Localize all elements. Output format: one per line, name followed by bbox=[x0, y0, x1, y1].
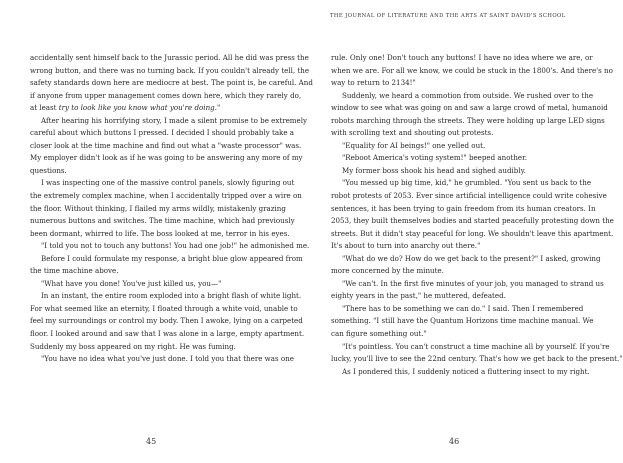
text-line: "You have no idea what you've just done. I told you that there was one bbox=[41, 354, 294, 364]
text-line: For what seemed like an eternity, I floated through a white void, unable to bbox=[30, 303, 298, 313]
text-line: questions. bbox=[30, 165, 67, 175]
text-line: lucky, you'll live to see the 22nd century. That's how we get back to the present." bbox=[331, 354, 623, 364]
text-line: "We can't. In the first five minutes of your job, you managed to strand us bbox=[342, 278, 604, 288]
text-line: After hearing his horrifying story, I made a silent promise to be extremely bbox=[41, 115, 307, 125]
text-line: more concerned by the minute. bbox=[331, 266, 444, 276]
text-line: "It's pointless. You can't construct a time machine all by yourself. If you're bbox=[342, 341, 610, 351]
text-line: My employer didn't look as if he was going to be answering any more of my bbox=[30, 153, 303, 163]
left-page-number: 45 bbox=[146, 437, 157, 446]
text-line: robot protests of 2053. Ever since artificial intelligence could write cohesive bbox=[331, 191, 607, 201]
text-line: something. "I still have the Quantum Horizons time machine manual. We bbox=[331, 316, 594, 326]
text-line: It's about to turn into anarchy out there." bbox=[331, 241, 481, 251]
text-line: window to see what was going on and saw a large crowd of metal, humanoid bbox=[331, 103, 608, 113]
text-line: careful about which buttons I pressed. I decided I should probably take a bbox=[30, 128, 295, 138]
text-line: the extremely complex machine, when I accidentally tripped over a wire on bbox=[30, 191, 302, 201]
text-line: been dormant, whirred to life. The boss looked at me, terror in his eyes. bbox=[30, 228, 290, 238]
text-line: the time machine above. bbox=[30, 266, 119, 276]
text-line: at least try to look like you know what you're doing." bbox=[30, 103, 221, 113]
text-line: As I pondered this, I suddenly noticed a fluttering insect to my right. bbox=[342, 366, 590, 376]
right-page-number: 46 bbox=[449, 437, 460, 446]
text-line: safety standards down here are mediocre at best. The point is, be careful. And bbox=[30, 78, 313, 88]
text-line: robots marching through the streets. They were holding up large LED signs bbox=[331, 115, 605, 125]
text-line: In an instant, the entire room exploded into a bright flash of white light. bbox=[41, 291, 302, 301]
text-line: if anyone from upper management comes down here, which they rarely do, bbox=[30, 90, 302, 100]
text-line: wrong button, and there was no turning back. If you couldn't already tell, the bbox=[30, 65, 310, 75]
text-line: when we are. For all we know, we could be stuck in the 1800's. And there's no bbox=[331, 65, 613, 75]
text-line: "There has to be something we can do." I said. Then I remembered bbox=[342, 303, 584, 313]
text-line: feel my surroundings or control my body. Then I awoke, lying on a carpeted bbox=[30, 316, 303, 326]
text-line: Suddenly my boss appeared on my right. He was fuming. bbox=[30, 341, 236, 351]
text-line: 2053, they built themselves bodies and started peacefully protesting down the bbox=[331, 216, 614, 226]
right-page-text bbox=[331, 52, 623, 378]
text-line: "What do we do? How do we get back to the present?" I asked, growing bbox=[342, 253, 601, 263]
text-line: closer look at the time machine and find out what a "waste processor" was. bbox=[30, 140, 302, 150]
text-line: the floor. Without thinking, I flailed my arms wildly, mistakenly grazing bbox=[30, 203, 286, 213]
text-line: sentences, it has been trying to gain freedom from its human creators. In bbox=[331, 203, 596, 213]
text-line: "Reboot America's voting system!" beeped another. bbox=[342, 153, 527, 163]
text-line: eighty years in the past," he muttered, defeated. bbox=[331, 291, 506, 301]
text-line: Before I could formulate my response, a bright blue glow appeared from bbox=[41, 253, 303, 263]
text-line: floor. I looked around and saw that I was alone in a large, empty apartment. bbox=[30, 329, 305, 339]
text-line: with scrolling text and shouting out protests. bbox=[331, 128, 494, 138]
text-line: "You messed up big time, kid," he grumbled. "You sent us back to the bbox=[342, 178, 592, 188]
text-line: I was inspecting one of the massive control panels, slowly figuring out bbox=[41, 178, 295, 188]
text-line: "I told you not to touch any buttons! You had one job!" he admonished me. bbox=[41, 241, 310, 251]
text-line: streets. But it didn't stay peaceful for long. We shouldn't leave this apartment. bbox=[331, 228, 614, 238]
left-page-text bbox=[30, 52, 313, 366]
text-line: My former boss shook his head and sighed audibly. bbox=[342, 165, 526, 175]
text-line: Suddenly, we heard a commotion from outside. We rushed over to the bbox=[342, 90, 594, 100]
text-line: accidentally sent himself back to the Jurassic period. All he did was press the bbox=[30, 53, 309, 62]
text-line: numerous buttons and switches. The time machine, which had previously bbox=[30, 216, 295, 226]
running-head: THE JOURNAL OF LITERATURE AND THE ARTS AT SAINT DAVID'S SCHOOL bbox=[330, 13, 566, 19]
text-line: "Equality for AI beings!" one yelled out. bbox=[342, 140, 486, 150]
text-line: "What have you done! You've just killed us, you—" bbox=[41, 278, 222, 288]
text-line: can figure something out." bbox=[331, 329, 427, 339]
text-line: rule. Only one! Don't touch any buttons! I have no idea where we are, or bbox=[331, 53, 593, 62]
text-line: way to return to 2134!" bbox=[331, 78, 416, 88]
